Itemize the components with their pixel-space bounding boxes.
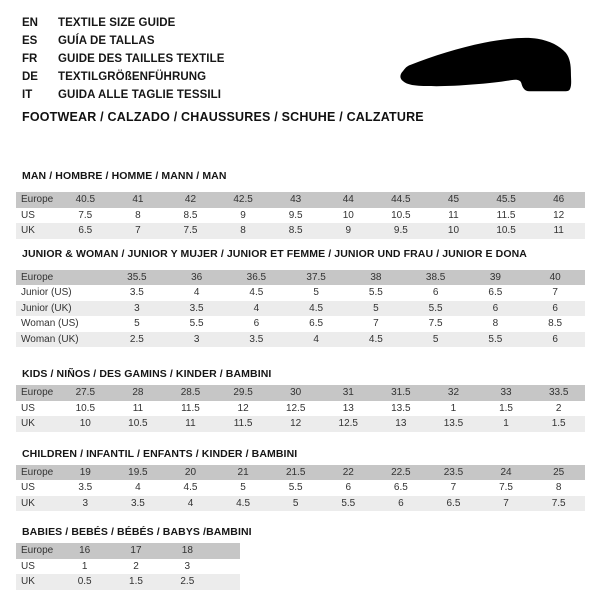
size-cell: 4.5 — [217, 496, 270, 512]
size-cell: 42 — [164, 192, 217, 208]
size-cell: 9 — [217, 208, 270, 224]
size-cell: 12 — [532, 208, 585, 224]
section-title: BABIES / BEBÉS / BÉBÉS / BABYS /BAMBINI — [22, 526, 252, 538]
size-cell: 6.5 — [427, 496, 480, 512]
size-cell: 5.5 — [322, 496, 375, 512]
table-row — [16, 543, 240, 559]
size-cell: 2.5 — [107, 332, 167, 348]
table-row — [16, 285, 585, 301]
size-cell: 41 — [112, 192, 165, 208]
size-cell: 36 — [167, 270, 227, 286]
table-row — [16, 401, 585, 417]
table-row — [16, 496, 585, 512]
table-row — [16, 385, 585, 401]
size-cell: 8 — [217, 223, 270, 239]
row-label: Europe — [16, 465, 59, 481]
size-cell: 4 — [227, 301, 287, 317]
row-label: US — [16, 401, 59, 417]
size-cell: 42.5 — [217, 192, 270, 208]
section-title: MAN / HOMBRE / HOMME / MANN / MAN — [22, 170, 227, 182]
spacer-cell — [213, 574, 240, 590]
size-cell: 36.5 — [227, 270, 287, 286]
size-cell: 7 — [346, 316, 406, 332]
size-cell: 44 — [322, 192, 375, 208]
size-cell: 6 — [466, 301, 526, 317]
size-cell: 28 — [112, 385, 165, 401]
row-label: UK — [16, 574, 59, 590]
size-cell: 17 — [110, 543, 161, 559]
section-kids — [16, 368, 585, 432]
table-row — [16, 574, 240, 590]
size-cell: 5 — [269, 496, 322, 512]
size-cell: 12 — [269, 416, 322, 432]
row-label: US — [16, 208, 59, 224]
size-cell: 7.5 — [406, 316, 466, 332]
size-cell: 12.5 — [269, 401, 322, 417]
size-cell: 8.5 — [164, 208, 217, 224]
size-cell: 10 — [322, 208, 375, 224]
section-title: CHILDREN / INFANTIL / ENFANTS / KINDER / BAMBINI — [22, 447, 298, 460]
size-cell: 8.5 — [269, 223, 322, 239]
size-cell: 3.5 — [227, 332, 287, 348]
size-cell: 22.5 — [375, 465, 428, 481]
row-label: Woman (US) — [16, 316, 107, 332]
size-cell: 4.5 — [227, 285, 287, 301]
size-cell: 38 — [346, 270, 406, 286]
size-cell: 11 — [164, 416, 217, 432]
table-row — [16, 316, 585, 332]
size-cell: 10.5 — [480, 223, 533, 239]
size-cell: 5 — [217, 480, 270, 496]
language-row-it — [22, 86, 225, 104]
size-cell: 6.5 — [375, 480, 428, 496]
size-cell: 12 — [217, 401, 270, 417]
size-cell: 4 — [112, 480, 165, 496]
size-cell: 5.5 — [346, 285, 406, 301]
size-cell: 6.5 — [286, 316, 346, 332]
size-cell: 11.5 — [480, 208, 533, 224]
size-cell: 18 — [162, 543, 213, 559]
size-cell: 5.5 — [269, 480, 322, 496]
size-cell: 2 — [532, 401, 585, 417]
language-label: GUÍA DE TALLAS — [58, 35, 155, 47]
language-code: EN — [22, 17, 38, 29]
size-cell: 22 — [322, 465, 375, 481]
size-cell: 7 — [480, 496, 533, 512]
table-row — [16, 208, 585, 224]
size-cell: 6 — [375, 496, 428, 512]
size-cell: 13.5 — [375, 401, 428, 417]
size-cell: 13.5 — [427, 416, 480, 432]
size-cell: 21.5 — [269, 465, 322, 481]
size-cell: 10.5 — [112, 416, 165, 432]
size-cell: 3.5 — [59, 480, 112, 496]
size-cell: 4.5 — [346, 332, 406, 348]
size-cell: 27.5 — [59, 385, 112, 401]
size-cell: 9.5 — [269, 208, 322, 224]
size-cell: 11.5 — [164, 401, 217, 417]
row-label: UK — [16, 416, 59, 432]
size-cell: 3 — [162, 559, 213, 575]
size-cell: 44.5 — [375, 192, 428, 208]
size-cell: 33.5 — [532, 385, 585, 401]
table-row — [16, 301, 585, 317]
language-code: IT — [22, 89, 33, 101]
size-cell: 29.5 — [217, 385, 270, 401]
section-babies — [16, 526, 585, 590]
size-cell: 46 — [532, 192, 585, 208]
size-cell: 31 — [322, 385, 375, 401]
size-cell: 4 — [167, 285, 227, 301]
size-cell: 6 — [406, 285, 466, 301]
size-cell: 13 — [322, 401, 375, 417]
size-cell: 1 — [59, 559, 110, 575]
size-cell: 0.5 — [59, 574, 110, 590]
table-row — [16, 223, 585, 239]
size-cell: 1.5 — [532, 416, 585, 432]
row-label: UK — [16, 223, 59, 239]
size-cell: 9.5 — [375, 223, 428, 239]
size-cell: 5 — [346, 301, 406, 317]
size-cell: 10.5 — [59, 401, 112, 417]
size-cell: 5 — [406, 332, 466, 348]
size-cell: 25 — [532, 465, 585, 481]
size-cell: 4.5 — [286, 301, 346, 317]
size-cell: 33 — [480, 385, 533, 401]
size-cell: 31.5 — [375, 385, 428, 401]
size-cell: 3 — [107, 301, 167, 317]
size-cell: 4 — [164, 496, 217, 512]
table-row — [16, 465, 585, 481]
language-label: GUIDE DES TAILLES TEXTILE — [58, 53, 225, 65]
language-list — [22, 14, 225, 104]
size-cell: 45.5 — [480, 192, 533, 208]
size-cell: 43 — [269, 192, 322, 208]
row-label: US — [16, 559, 59, 575]
category-title: FOOTWEAR / CALZADO / CHAUSSURES / SCHUHE / CALZATURE — [22, 110, 424, 124]
row-label: Europe — [16, 385, 59, 401]
table-row — [16, 559, 240, 575]
size-cell: 4.5 — [164, 480, 217, 496]
size-cell: 8 — [112, 208, 165, 224]
size-cell: 38.5 — [406, 270, 466, 286]
row-label: Europe — [16, 270, 107, 286]
size-cell: 45 — [427, 192, 480, 208]
language-code: ES — [22, 35, 38, 47]
size-cell: 5 — [107, 316, 167, 332]
row-label: Junior (UK) — [16, 301, 107, 317]
size-table-babies — [16, 543, 240, 590]
row-label: Europe — [16, 192, 59, 208]
table-row — [16, 416, 585, 432]
size-cell: 7 — [525, 285, 585, 301]
section-man — [16, 170, 585, 239]
size-cell: 3 — [59, 496, 112, 512]
row-label: UK — [16, 496, 59, 512]
size-cell: 7.5 — [59, 208, 112, 224]
size-cell: 13 — [375, 416, 428, 432]
size-cell: 5.5 — [406, 301, 466, 317]
size-cell: 10 — [427, 223, 480, 239]
size-cell: 8.5 — [525, 316, 585, 332]
size-cell: 6 — [322, 480, 375, 496]
size-cell: 24 — [480, 465, 533, 481]
size-cell: 21 — [217, 465, 270, 481]
size-cell: 3 — [167, 332, 227, 348]
size-cell: 11 — [112, 401, 165, 417]
row-label: US — [16, 480, 59, 496]
section-title: KIDS / NIÑOS / DES GAMINS / KINDER / BAMBINI — [22, 368, 272, 380]
section-title: JUNIOR & WOMAN / JUNIOR Y MUJER / JUNIOR ET FEMME / JUNIOR UND FRAU / JUNIOR E DONA — [22, 247, 527, 260]
section-junior-woman — [16, 248, 585, 348]
size-cell: 1.5 — [110, 574, 161, 590]
size-cell: 7.5 — [532, 496, 585, 512]
language-code: FR — [22, 53, 38, 65]
language-code: DE — [22, 71, 38, 83]
size-cell: 5.5 — [466, 332, 526, 348]
size-cell: 5 — [286, 285, 346, 301]
size-cell: 6 — [525, 332, 585, 348]
size-cell: 19.5 — [112, 465, 165, 481]
row-label: Junior (US) — [16, 285, 107, 301]
size-cell: 20 — [164, 465, 217, 481]
size-cell: 37.5 — [286, 270, 346, 286]
size-cell: 12.5 — [322, 416, 375, 432]
row-label: Woman (UK) — [16, 332, 107, 348]
size-cell: 10.5 — [375, 208, 428, 224]
size-cell: 23.5 — [427, 465, 480, 481]
language-label: GUIDA ALLE TAGLIE TESSILI — [58, 89, 222, 101]
size-cell: 40 — [525, 270, 585, 286]
size-cell: 7.5 — [480, 480, 533, 496]
table-row — [16, 480, 585, 496]
size-cell: 7 — [427, 480, 480, 496]
size-cell: 8 — [532, 480, 585, 496]
language-row-fr — [22, 50, 225, 68]
language-row-de — [22, 68, 225, 86]
size-cell: 3.5 — [107, 285, 167, 301]
size-cell: 10 — [59, 416, 112, 432]
shoe-icon — [398, 34, 578, 98]
size-cell: 4 — [286, 332, 346, 348]
size-cell: 28.5 — [164, 385, 217, 401]
size-cell: 32 — [427, 385, 480, 401]
size-cell: 19 — [59, 465, 112, 481]
table-row — [16, 332, 585, 348]
size-cell: 11.5 — [217, 416, 270, 432]
size-cell: 30 — [269, 385, 322, 401]
size-cell: 6 — [227, 316, 287, 332]
size-cell: 6 — [525, 301, 585, 317]
language-label: TEXTILE SIZE GUIDE — [58, 17, 176, 29]
size-cell: 35.5 — [107, 270, 167, 286]
spacer-cell — [213, 543, 240, 559]
size-table-junior-woman — [16, 270, 585, 348]
row-label: Europe — [16, 543, 59, 559]
size-cell: 11 — [532, 223, 585, 239]
size-table-children — [16, 465, 585, 512]
size-cell: 39 — [466, 270, 526, 286]
language-row-es — [22, 32, 225, 50]
language-label: TEXTILGRÖßENFÜHRUNG — [58, 71, 207, 83]
section-children — [16, 448, 585, 512]
size-cell: 8 — [466, 316, 526, 332]
size-cell: 6.5 — [466, 285, 526, 301]
size-cell: 1 — [427, 401, 480, 417]
spacer-cell — [213, 559, 240, 575]
size-cell: 5.5 — [167, 316, 227, 332]
size-cell: 7 — [112, 223, 165, 239]
size-cell: 40.5 — [59, 192, 112, 208]
size-cell: 2 — [110, 559, 161, 575]
size-table-kids — [16, 385, 585, 432]
size-cell: 11 — [427, 208, 480, 224]
size-cell: 3.5 — [112, 496, 165, 512]
size-cell: 16 — [59, 543, 110, 559]
size-cell: 3.5 — [167, 301, 227, 317]
size-tables — [16, 170, 585, 590]
size-cell: 6.5 — [59, 223, 112, 239]
size-cell: 1 — [480, 416, 533, 432]
table-row — [16, 192, 585, 208]
size-cell: 1.5 — [480, 401, 533, 417]
language-row-en — [22, 14, 225, 32]
size-cell: 9 — [322, 223, 375, 239]
table-row — [16, 270, 585, 286]
size-cell: 7.5 — [164, 223, 217, 239]
size-table-man — [16, 192, 585, 239]
size-cell: 2.5 — [162, 574, 213, 590]
